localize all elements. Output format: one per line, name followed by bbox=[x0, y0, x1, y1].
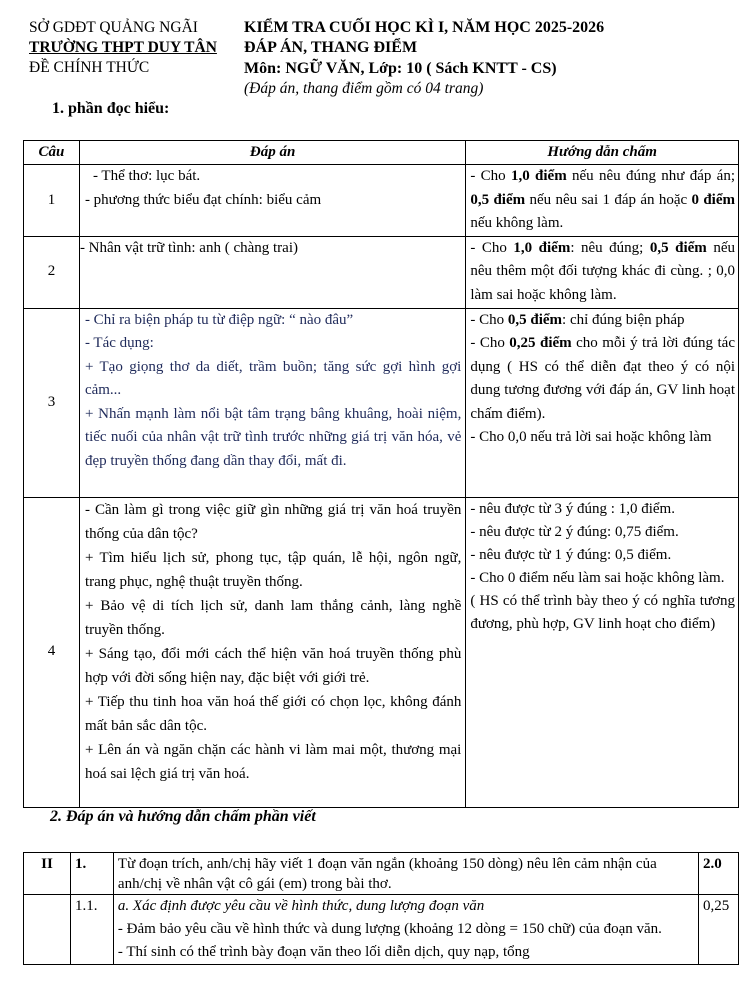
question-number: 4 bbox=[24, 497, 80, 807]
answer-line: - Nhân vật trữ tình: anh ( chàng trai) bbox=[79, 239, 298, 256]
official-label: ĐỀ CHÍNH THỨC bbox=[29, 59, 150, 76]
content-line: - Thí sinh có thể trình bày đoạn văn theo lối diễn dịch, quy nạp, tổng bbox=[117, 944, 530, 960]
answer-line: + Lên án và ngăn chặn các hành vi làm mai một, thương mại hoá sai lệch giá trị văn hoá. bbox=[84, 741, 462, 782]
item-label: 1.1. bbox=[70, 895, 113, 965]
guide-score: 0,5 điểm bbox=[507, 311, 563, 328]
header-left bbox=[29, 18, 229, 78]
answer-cell bbox=[79, 308, 465, 497]
guide-text: nếu không làm. bbox=[470, 215, 564, 231]
guide-text: nếu nêu thêm một đối tượng khác đi cùng. ; 0,0 làm sai hoặc không làm. bbox=[470, 239, 735, 303]
guide-score: 1,0 điểm bbox=[513, 239, 571, 256]
exam-subject: Môn: NGỮ VĂN, Lớp: 10 ( Sách KNTT - CS) bbox=[244, 60, 557, 77]
table-row bbox=[24, 165, 739, 237]
exam-title: KIỂM TRA CUỐI HỌC KÌ I, NĂM HỌC 2025-2026 bbox=[244, 19, 605, 36]
question-number: 3 bbox=[24, 308, 80, 497]
guide-score: 0,25 điểm bbox=[509, 335, 572, 351]
guide-cell bbox=[466, 308, 739, 497]
answer-line: + Sáng tạo, đổi mới cách thể hiện văn hoá truyền thống phù hợp với đời sống hiện nay, đặc biệt với giới trẻ. bbox=[84, 645, 462, 686]
guide-text: : chỉ đúng biện pháp bbox=[562, 311, 685, 328]
guide-line: - Cho 0,0 nếu trả lời sai hoặc không làm bbox=[470, 429, 712, 445]
guide-score: 0,5 điểm bbox=[470, 191, 526, 208]
department-name: SỞ GDĐT QUẢNG NGÃI bbox=[29, 19, 198, 36]
table-row bbox=[24, 853, 739, 895]
guide-line bbox=[470, 332, 735, 426]
guide-text: : nêu đúng; bbox=[570, 239, 650, 256]
writing-answer-table bbox=[23, 852, 739, 965]
answer-cell bbox=[79, 165, 465, 237]
answer-line: + Tìm hiểu lịch sử, phong tục, tập quán, lễ hội, ngôn ngữ, trang phục, nghệ thuật truyền thống. bbox=[84, 549, 462, 590]
content-line: - Đảm bảo yêu cầu về hình thức và dung lượng (khoảng 12 dòng = 150 chữ) của đoạn văn. bbox=[117, 921, 662, 937]
guide-cell bbox=[466, 497, 739, 807]
guide-line: - nêu được từ 1 ý đúng: 0,5 điểm. bbox=[470, 546, 672, 563]
header-right bbox=[244, 18, 744, 99]
guide-line: - nêu được từ 2 ý đúng: 0,75 điểm. bbox=[470, 523, 679, 540]
guide-line bbox=[470, 309, 735, 333]
guide-text: cho mỗi ý trả lời đúng tác dụng ( HS có thể diễn đạt theo ý có nội dung tương đương với đáp án, GV linh hoạt chấm điểm). bbox=[470, 335, 735, 422]
school-name: TRƯỜNG THPT DUY TÂN bbox=[29, 39, 217, 56]
item-content bbox=[113, 895, 698, 965]
question-number: 1 bbox=[24, 165, 80, 237]
header-huong-dan: Hướng dẫn chấm bbox=[466, 141, 739, 165]
guide-text: - Cho bbox=[470, 311, 508, 328]
answer-line: + Tiếp thu tinh hoa văn hoá thế giới có chọn lọc, không đánh mất bản sắc dân tộc. bbox=[84, 693, 462, 734]
section-writing-title: 2. Đáp án và hướng dẫn chấm phần viết bbox=[50, 808, 316, 825]
exam-subtitle: ĐÁP ÁN, THANG ĐIỂM bbox=[244, 39, 418, 56]
item-score: 0,25 bbox=[698, 895, 738, 965]
guide-cell bbox=[466, 165, 739, 237]
answer-line: - Tác dụng: bbox=[84, 335, 154, 351]
guide-text: - Cho bbox=[470, 335, 510, 351]
header-dap-an: Đáp án bbox=[79, 141, 465, 165]
answer-line: + Nhấn mạnh làm nổi bật tâm trạng bâng khuâng, hoài niệm, tiếc nuối của nhân vật trữ tình trước những giá trị văn hóa, vẻ đẹp truyền thống đang dần thay đổi, mất đi. bbox=[84, 405, 462, 469]
table-row bbox=[24, 497, 739, 807]
part-label: II bbox=[24, 853, 71, 895]
guide-text: nếu nêu đúng như đáp án; bbox=[566, 168, 736, 184]
table-header-row bbox=[24, 141, 739, 165]
guide-text: - Cho bbox=[470, 168, 511, 184]
content-title: a. Xác định được yêu cầu về hình thức, dung lượng đoạn văn bbox=[117, 898, 485, 914]
item-content: Từ đoạn trích, anh/chị hãy viết 1 đoạn văn ngắn (khoảng 150 dòng) nêu lên cảm nhận của anh/chị về nhân vật cô gái (em) trong bài thơ. bbox=[113, 853, 698, 895]
answer-cell bbox=[79, 497, 465, 807]
guide-line: - nêu được từ 3 ý đúng : 1,0 điểm. bbox=[470, 500, 675, 517]
table-row bbox=[24, 236, 739, 308]
answer-line: - Cần làm gì trong việc giữ gìn những giá trị văn hoá truyền thống của dân tộc? bbox=[84, 501, 462, 542]
answer-line: + Bảo vệ di tích lịch sử, danh lam thắng cảnh, làng nghề truyền thống. bbox=[84, 597, 462, 638]
guide-text: - Cho bbox=[470, 239, 514, 256]
guide-score: 1,0 điểm bbox=[510, 168, 567, 184]
section-reading-title: 1. phần đọc hiểu: bbox=[52, 100, 170, 117]
question-number: 2 bbox=[24, 236, 80, 308]
exam-note: (Đáp án, thang điểm gồm có 04 trang) bbox=[244, 80, 484, 97]
guide-line: ( HS có thể trình bày theo ý có nghĩa tương đương, phù hợp, GV linh hoạt cho điểm) bbox=[470, 592, 735, 632]
guide-score: 0,5 điểm bbox=[649, 239, 707, 256]
item-label: 1. bbox=[70, 853, 113, 895]
table-row bbox=[24, 895, 739, 965]
table-row bbox=[24, 308, 739, 497]
header-cau: Câu bbox=[24, 141, 80, 165]
answer-line: - phương thức biểu đạt chính: biểu cảm bbox=[84, 191, 322, 208]
guide-score: 0 điểm bbox=[691, 191, 735, 208]
reading-answer-table bbox=[23, 140, 739, 808]
guide-line: - Cho 0 điểm nếu làm sai hoặc không làm. bbox=[470, 569, 725, 586]
item-score: 2.0 bbox=[698, 853, 738, 895]
answer-line: - Thể thơ: lục bát. bbox=[92, 168, 201, 184]
part-label bbox=[24, 895, 71, 965]
guide-cell bbox=[466, 236, 739, 308]
answer-cell bbox=[79, 236, 465, 308]
answer-line: - Chỉ ra biện pháp tu từ điệp ngữ: “ nào đâu” bbox=[84, 311, 354, 328]
guide-text: nếu nêu sai 1 đáp án hoặc bbox=[525, 191, 692, 208]
answer-line: + Tạo giọng thơ da diết, trầm buồn; tăng sức gợi hình gợi cảm... bbox=[84, 358, 462, 398]
